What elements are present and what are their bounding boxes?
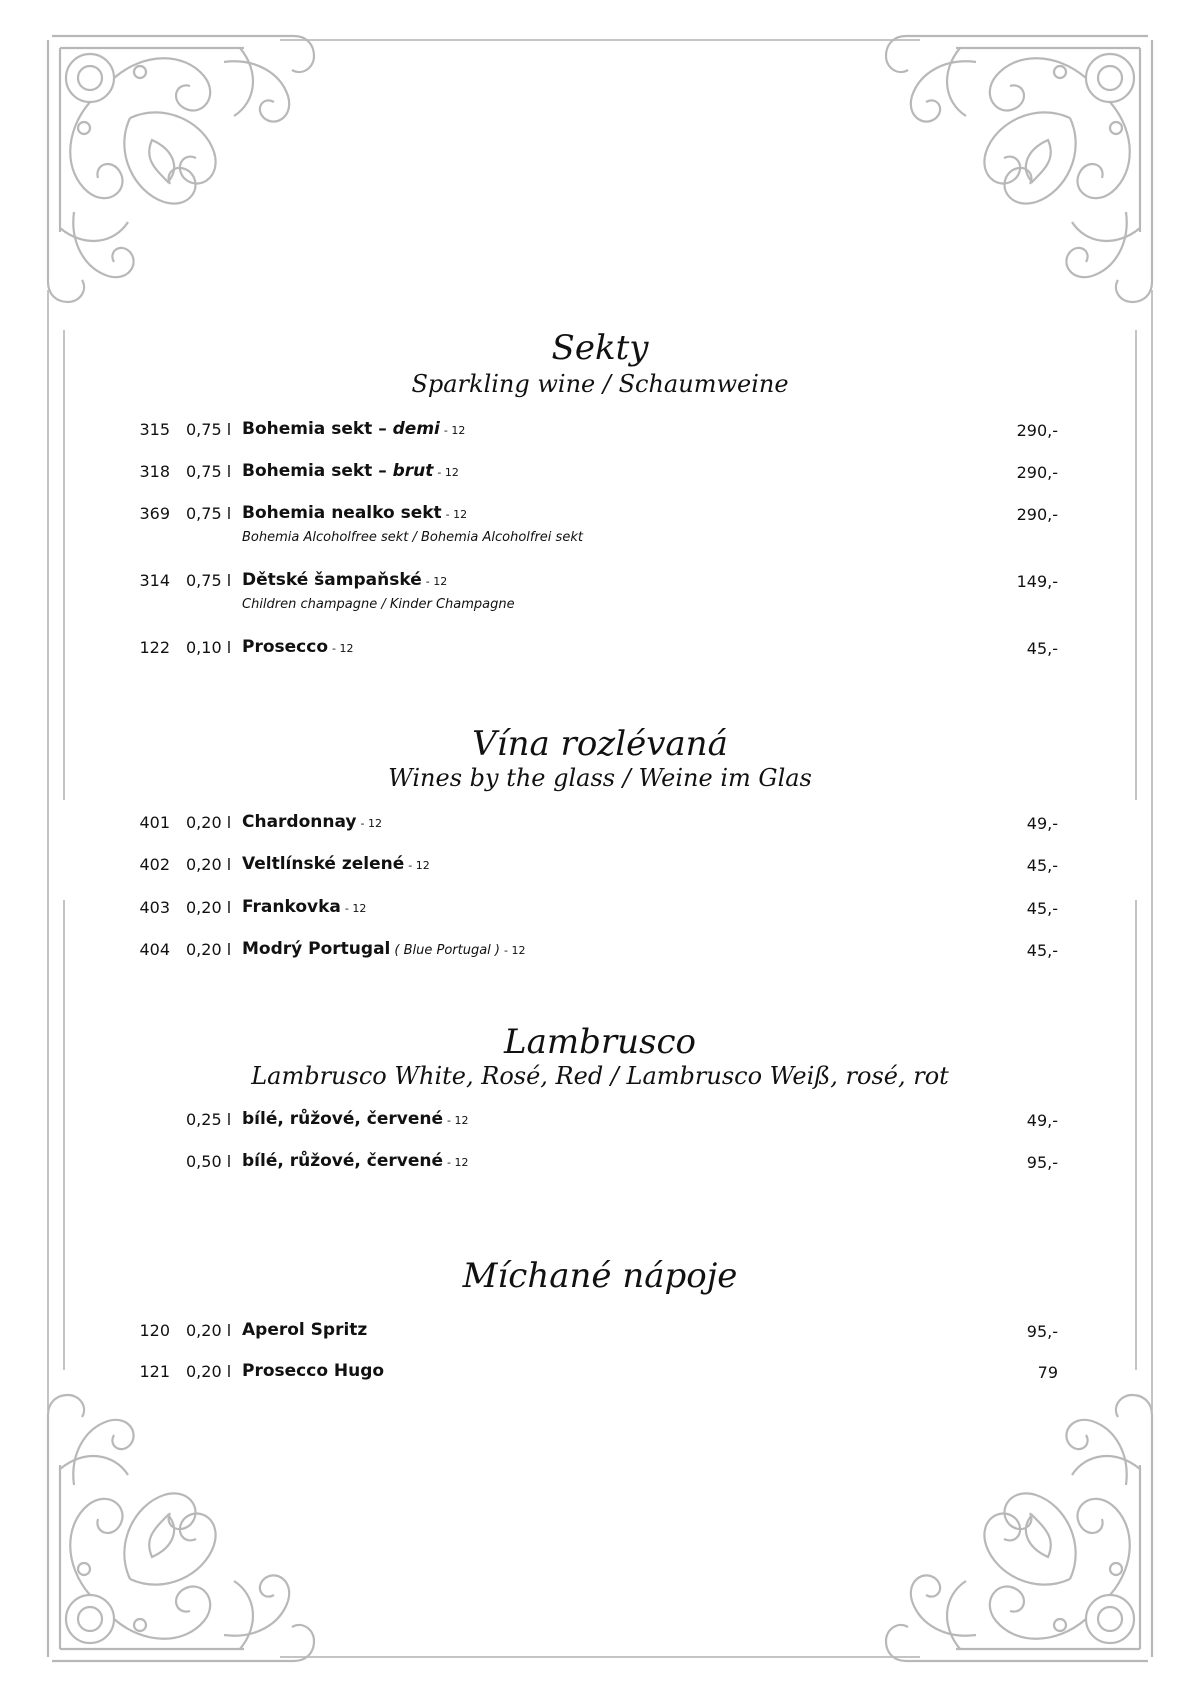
- allergen-code: - 12: [504, 944, 526, 957]
- item-name: bílé, růžové, červené - 12: [242, 1151, 469, 1171]
- item-price: 290,-: [1016, 421, 1058, 440]
- item-price: 49,-: [1026, 814, 1058, 833]
- item-code: 404: [139, 940, 170, 959]
- item-description: Children champagne / Kinder Champagne: [242, 597, 515, 612]
- section-title-vina: Vína rozlévaná: [472, 724, 728, 764]
- section-title-lambrusco: Lambrusco: [504, 1022, 696, 1062]
- item-volume: 0,20 l: [186, 1321, 232, 1340]
- item-note: ( Blue Portugal ): [394, 943, 500, 958]
- allergen-code: - 12: [445, 508, 468, 521]
- item-price: 95,-: [1026, 1322, 1058, 1341]
- item-volume: 0,25 l: [186, 1110, 232, 1129]
- menu-item: [0, 420, 1200, 460]
- item-volume: 0,20 l: [186, 813, 232, 832]
- item-volume: 0,75 l: [186, 462, 232, 481]
- item-price: 45,-: [1026, 639, 1058, 658]
- menu-item: [0, 1152, 1200, 1192]
- item-name: Veltlínské zelené - 12: [242, 854, 430, 874]
- item-price: 79: [1037, 1363, 1058, 1382]
- allergen-code: - 12: [447, 1114, 469, 1127]
- item-price: 290,-: [1016, 463, 1058, 482]
- item-code: 318: [139, 462, 170, 481]
- item-volume: 0,10 l: [186, 638, 232, 657]
- item-volume: 0,75 l: [186, 571, 232, 590]
- section-title-sekty: Sekty: [551, 328, 649, 368]
- item-name: Bohemia sekt – demi - 12: [242, 419, 466, 439]
- item-code: 369: [139, 504, 170, 523]
- section-subtitle-lambrusco: Lambrusco White, Rosé, Red / Lambrusco Weiß, rosé, rot: [251, 1062, 949, 1090]
- item-volume: 0,20 l: [186, 940, 232, 959]
- item-code: 401: [139, 813, 170, 832]
- item-volume: 0,75 l: [186, 420, 232, 439]
- allergen-code: - 12: [408, 859, 430, 872]
- item-name: Frankovka - 12: [242, 897, 367, 917]
- item-code: 120: [139, 1321, 170, 1340]
- item-name: Chardonnay - 12: [242, 812, 382, 832]
- section-subtitle-sekty: Sparkling wine / Schaumweine: [411, 370, 789, 398]
- item-name: Modrý Portugal ( Blue Portugal ) - 12: [242, 939, 526, 959]
- item-code: 314: [139, 571, 170, 590]
- allergen-code: - 12: [443, 424, 466, 437]
- item-name: Bohemia sekt – brut - 12: [242, 461, 459, 481]
- item-code: 315: [139, 420, 170, 439]
- item-code: 121: [139, 1362, 170, 1381]
- menu-item: [0, 1321, 1200, 1361]
- item-price: 45,-: [1026, 941, 1058, 960]
- item-name: Prosecco Hugo: [242, 1361, 385, 1381]
- menu-item: [0, 571, 1200, 611]
- menu-item: [0, 855, 1200, 895]
- item-price: 49,-: [1026, 1111, 1058, 1130]
- item-volume: 0,75 l: [186, 504, 232, 523]
- section-subtitle-vina: Wines by the glass / Weine im Glas: [388, 764, 812, 792]
- menu-item: [0, 940, 1200, 980]
- section-title-michane-napoje: Míchané nápoje: [462, 1256, 738, 1296]
- menu-item: [0, 1362, 1200, 1402]
- item-name: Bohemia nealko sekt - 12: [242, 503, 468, 523]
- allergen-code: - 12: [437, 466, 459, 479]
- menu-item: [0, 504, 1200, 544]
- menu-item: [0, 813, 1200, 853]
- item-name: bílé, růžové, červené - 12: [242, 1109, 469, 1129]
- allergen-code: - 12: [360, 817, 382, 830]
- item-volume: 0,50 l: [186, 1152, 232, 1171]
- item-price: 149,-: [1016, 572, 1058, 591]
- allergen-code: - 12: [332, 642, 354, 655]
- allergen-code: - 12: [425, 575, 448, 588]
- item-volume: 0,20 l: [186, 855, 232, 874]
- menu-item: [0, 462, 1200, 502]
- item-volume: 0,20 l: [186, 898, 232, 917]
- item-price: 95,-: [1026, 1153, 1058, 1172]
- item-code: 402: [139, 855, 170, 874]
- menu-item: [0, 638, 1200, 678]
- item-price: 45,-: [1026, 899, 1058, 918]
- item-code: 122: [139, 638, 170, 657]
- item-description: Bohemia Alcoholfree sekt / Bohemia Alcoholfrei sekt: [242, 530, 583, 545]
- menu-item: [0, 898, 1200, 938]
- menu-item: [0, 1110, 1200, 1150]
- item-name: Dětské šampaňské - 12: [242, 570, 448, 590]
- item-price: 290,-: [1016, 505, 1058, 524]
- item-name: Prosecco - 12: [242, 637, 354, 657]
- item-name: Aperol Spritz: [242, 1320, 368, 1340]
- allergen-code: - 12: [344, 902, 367, 915]
- item-code: 403: [139, 898, 170, 917]
- item-price: 45,-: [1026, 856, 1058, 875]
- item-volume: 0,20 l: [186, 1362, 232, 1381]
- allergen-code: - 12: [447, 1156, 469, 1169]
